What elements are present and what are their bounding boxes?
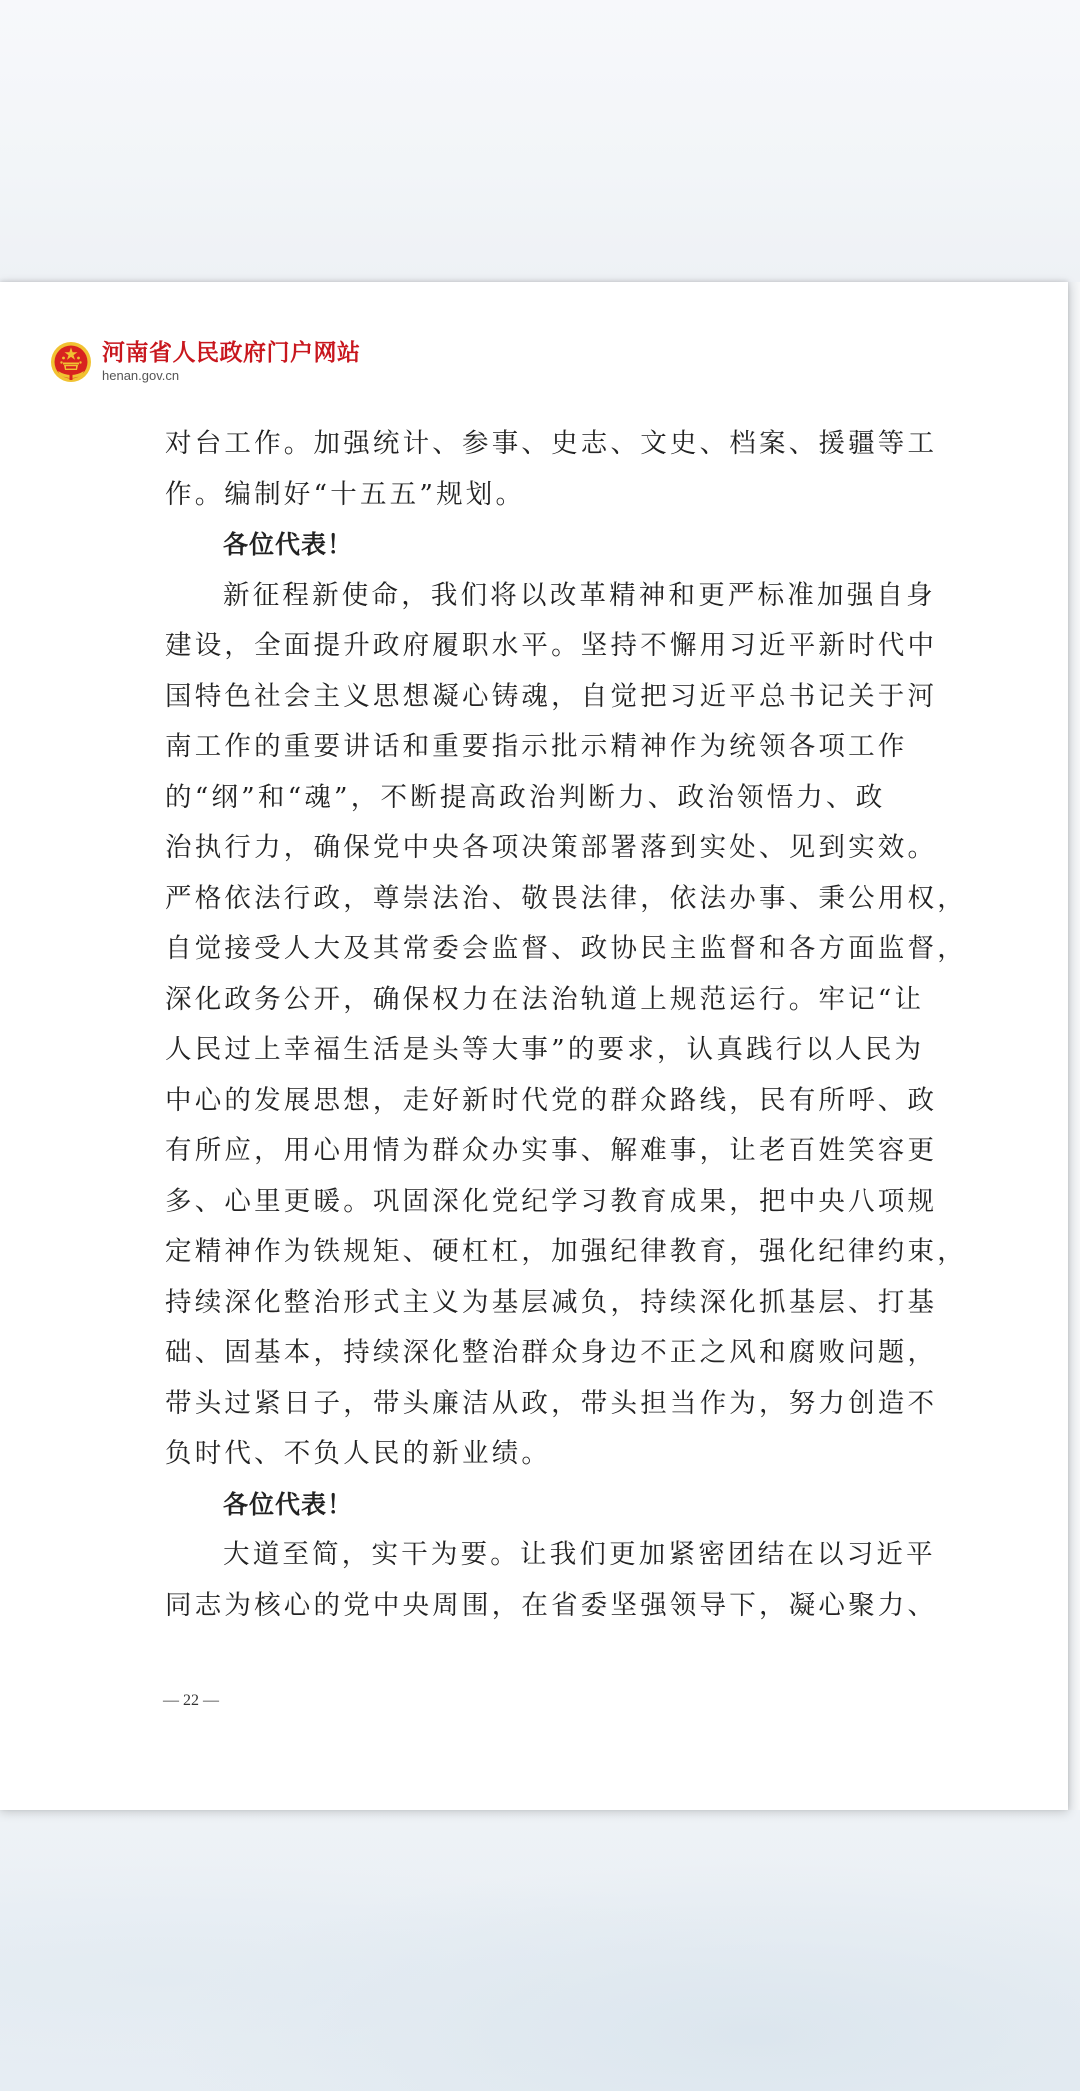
text-line: 自觉接受人大及其常委会监督、政协民主监督和各方面监督，: [165, 933, 967, 964]
text-line: 同志为核心的党中央周围，在省委坚强领导下，凝心聚力、: [165, 1589, 938, 1621]
top-background: [0, 0, 1080, 282]
text-line: 作。编制好“十五五”规划。: [165, 478, 526, 510]
text-line: 带头过紧日子，带头廉洁从政，带头担当作为，努力创造不: [165, 1387, 938, 1419]
text-line: 负时代、不负人民的新业绩。: [165, 1438, 552, 1469]
text-line: 南工作的重要讲话和重要指示批示精神作为统领各项工作: [165, 731, 908, 762]
text-line: 础、固基本，持续深化整治群众身边不正之风和腐败问题，: [165, 1337, 938, 1368]
text-line: 的“纲”和“魂”，不断提高政治判断力、政治领悟力、政: [165, 781, 886, 813]
site-name: 河南省人民政府门户网站: [102, 340, 361, 366]
text-line: 持续深化整治形式主义为基层减负，持续深化抓基层、打基: [165, 1286, 938, 1318]
text-line: 多、心里更暖。巩固深化党纪学习教育成果，把中央八项规: [165, 1185, 938, 1217]
page-stack-edge: [1068, 282, 1080, 1810]
text-line: 对台工作。加强统计、参事、史志、文史、档案、援疆等工: [165, 428, 938, 459]
document-body: [165, 419, 967, 1631]
text-line: 建设，全面提升政府履职水平。坚持不懈用习近平新时代中: [165, 630, 938, 661]
bottom-background: [0, 1810, 1080, 2091]
text-line: 人民过上幸福生活是头等大事”的要求，认真践行以人民为: [165, 1034, 925, 1065]
site-domain: henan.gov.cn: [102, 368, 180, 383]
salutation-heading: 各位代表！: [223, 1489, 354, 1519]
salutation-heading: 各位代表！: [223, 530, 354, 559]
text-line: 严格依法行政，尊崇法治、敬畏法律，依法办事、秉公用权，: [165, 882, 967, 914]
document-page: [0, 282, 1068, 1810]
national-emblem-icon: [50, 341, 92, 383]
text-line: 国特色社会主义思想凝心铸魂，自觉把习近平总书记关于河: [165, 680, 938, 712]
text-line: 有所应，用心用情为群众办实事、解难事，让老百姓笑容更: [165, 1135, 938, 1166]
text-line: 治执行力，确保党中央各项决策部署落到实处、见到实效。: [165, 832, 938, 863]
site-logo[interactable]: [50, 340, 361, 384]
text-line: 深化政务公开，确保权力在法治轨道上规范运行。牢记“让: [165, 983, 925, 1015]
paragraph-first-line: 大道至简，实干为要。让我们更加紧密团结在以习近平: [223, 1539, 936, 1570]
text-line: 中心的发展思想，走好新时代党的群众路线，民有所呼、政: [165, 1084, 938, 1116]
page-number: — 22 —: [163, 1692, 219, 1709]
paragraph-first-line: 新征程新使命，我们将以改革精神和更严标准加强自身: [223, 579, 936, 611]
text-line: 定精神作为铁规矩、硬杠杠，加强纪律教育，强化纪律约束，: [165, 1236, 967, 1267]
